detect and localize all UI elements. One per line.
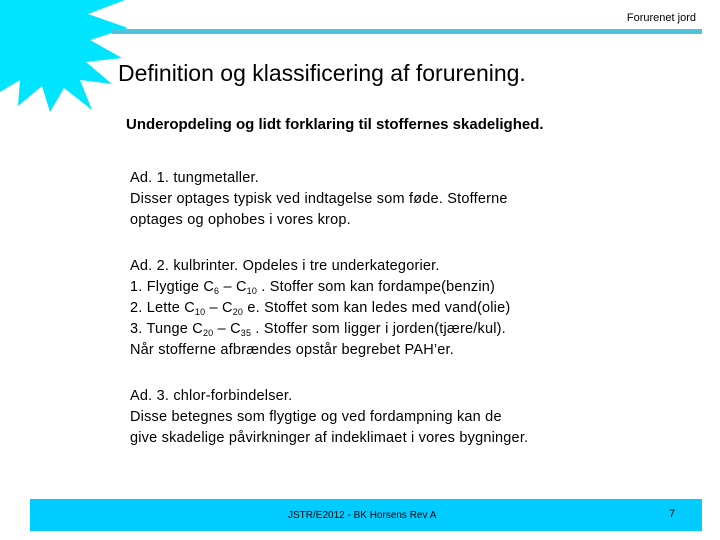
item-text: – C (205, 300, 233, 316)
slide-title: Definition og klassificering af forurening. (118, 60, 526, 86)
ad2-heading: Ad. 2. kulbrinter. Opdeles i tre underkategorier. (130, 258, 440, 274)
header-tag: Forurenet jord (626, 12, 696, 24)
item-text: 1. Flygtige C (130, 279, 214, 295)
ad2-item-1 (130, 277, 690, 298)
ad3-heading: Ad. 3. chlor-forbindelser. (130, 388, 293, 404)
footer-text: JSTR/E2012 - BK Horsens Rev A (288, 510, 437, 521)
subscript: 20 (202, 328, 214, 338)
ad2-closing: Når stofferne afbrændes opstår begrebet PAH’er. (130, 342, 455, 358)
section-ad3 (130, 386, 690, 449)
subscript: 10 (246, 286, 258, 296)
ad2-item-3 (130, 319, 690, 340)
subscript: 10 (194, 307, 206, 317)
item-text: . Stoffer som ligger i jorden(tjære/kul). (251, 321, 506, 337)
page-number: 7 (669, 508, 676, 520)
item-text: – C (213, 321, 241, 337)
section-ad1 (130, 168, 690, 231)
ad3-line1: Disse betegnes som flygtige og ved fordampning kan de (130, 409, 502, 425)
ad1-line2: optages og ophobes i vores krop. (130, 212, 351, 228)
ad3-line2: give skadelige påvirkninger af indeklimaet i vores bygninger. (130, 430, 529, 446)
item-text: . Stoffer som kan fordampe(benzin) (257, 279, 496, 295)
item-text: 3. Tunge C (130, 321, 203, 337)
slide-subtitle: Underopdeling og lidt forklaring til stoffernes skadelighed. (126, 116, 544, 133)
section-ad2 (130, 256, 690, 361)
starburst-decoration (0, 0, 130, 115)
subscript: 20 (232, 307, 244, 317)
item-text: e. Stoffet som kan ledes med vand(olie) (243, 300, 511, 316)
slide-body (130, 168, 690, 474)
ad1-line1: Disser optages typisk ved indtagelse som føde. Stofferne (130, 191, 508, 207)
ad1-heading: Ad. 1. tungmetaller. (130, 170, 259, 186)
subscript: 6 (214, 286, 220, 296)
subscript: 35 (240, 328, 252, 338)
item-text: 2. Lette C (130, 300, 195, 316)
header-rule (112, 29, 702, 34)
ad2-item-2 (130, 298, 690, 319)
item-text: – C (219, 279, 247, 295)
